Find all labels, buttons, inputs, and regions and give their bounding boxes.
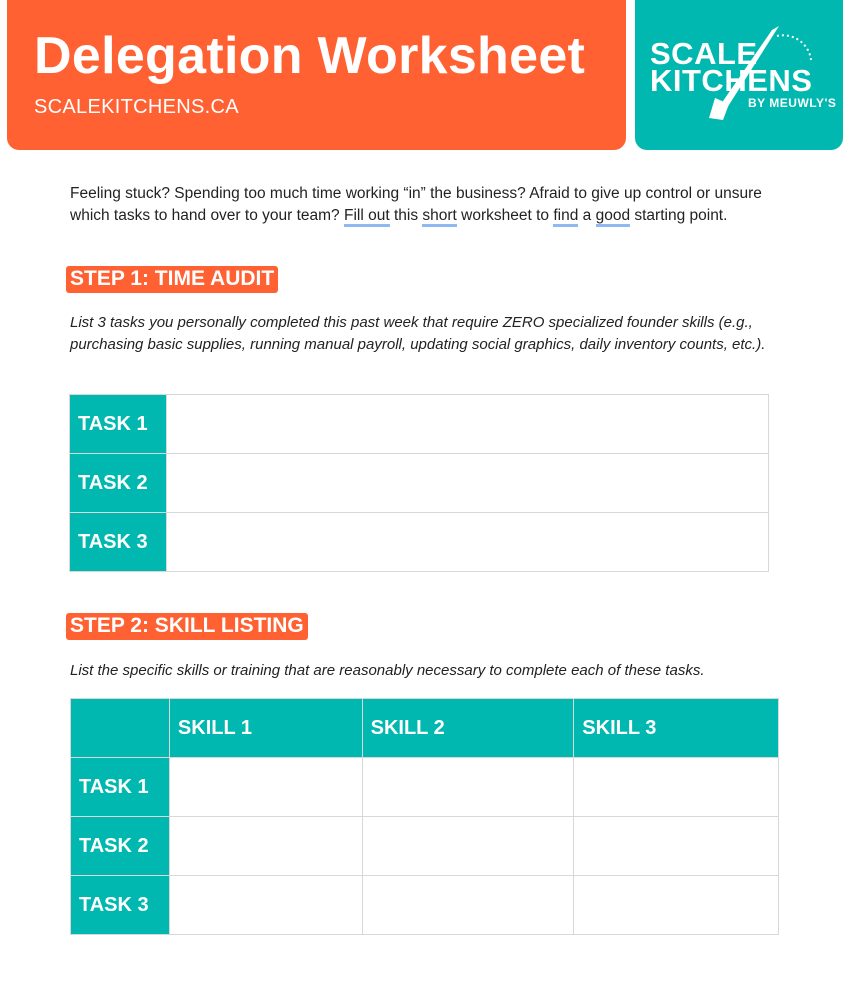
step1-instructions: List 3 tasks you personally completed this past week that require ZERO specialized founder skills (e.g., purchasing basic supplies, running manual payroll, updating social graphics, daily inventory counts, etc.). (70, 314, 766, 353)
task-input-cell[interactable] (166, 454, 768, 513)
intro-paragraph (70, 183, 785, 226)
step1-heading: STEP 1: TIME AUDIT (66, 266, 278, 293)
skill-input-cell[interactable] (574, 876, 779, 935)
logo-text-by: BY MEUWLY'S (748, 96, 837, 110)
task-row-label: TASK 3 (71, 876, 170, 935)
skill-table (70, 698, 779, 935)
table-row (70, 513, 769, 572)
intro-text: starting point. (630, 206, 728, 224)
spellcheck-word: short (422, 207, 456, 227)
task-row-label: TASK 1 (70, 395, 167, 454)
website-url: SCALEKITCHENS.CA (34, 96, 239, 118)
skill-input-cell[interactable] (574, 817, 779, 876)
skill-input-cell[interactable] (169, 758, 362, 817)
table-header-row (71, 699, 779, 758)
task-input-cell[interactable] (166, 513, 768, 572)
task-row-label: TASK 1 (71, 758, 170, 817)
skill-input-cell[interactable] (362, 817, 574, 876)
scale-kitchens-logo (635, 0, 843, 150)
table-row (71, 817, 779, 876)
skill-input-cell[interactable] (169, 817, 362, 876)
task-input-cell[interactable] (166, 395, 768, 454)
table-row (70, 395, 769, 454)
logo-text-scale: SCALE (650, 36, 758, 71)
page-title: Delegation Worksheet (34, 27, 586, 85)
step2-instructions: List the specific skills or training that are reasonably necessary to complete each of these tasks. (70, 662, 705, 679)
intro-text: worksheet to (456, 206, 554, 224)
spellcheck-word: Fill out (344, 207, 390, 227)
task-row-label: TASK 2 (70, 454, 167, 513)
intro-text: this (389, 206, 423, 224)
title-banner (7, 0, 626, 150)
skill-input-cell[interactable] (362, 876, 574, 935)
skill-input-cell[interactable] (169, 876, 362, 935)
table-row (71, 758, 779, 817)
spellcheck-word: find (553, 207, 578, 227)
table-row (71, 876, 779, 935)
table-row (70, 454, 769, 513)
column-header: SKILL 1 (169, 699, 362, 758)
intro-text: Feeling stuck? Spending too much time working “in” the business? Afraid to give up control or unsure which tasks to hand over to your team? (70, 185, 762, 224)
column-header: SKILL 3 (574, 699, 779, 758)
skill-input-cell[interactable] (362, 758, 574, 817)
step2-heading: STEP 2: SKILL LISTING (66, 613, 308, 640)
task-table (69, 394, 769, 572)
skill-input-cell[interactable] (574, 758, 779, 817)
column-header: SKILL 2 (362, 699, 574, 758)
logo-text-kitchens: KITCHENS (650, 63, 813, 98)
corner-cell (71, 699, 170, 758)
intro-text: a (578, 206, 596, 224)
task-row-label: TASK 2 (71, 817, 170, 876)
spellcheck-word: good (596, 207, 630, 227)
task-row-label: TASK 3 (70, 513, 167, 572)
